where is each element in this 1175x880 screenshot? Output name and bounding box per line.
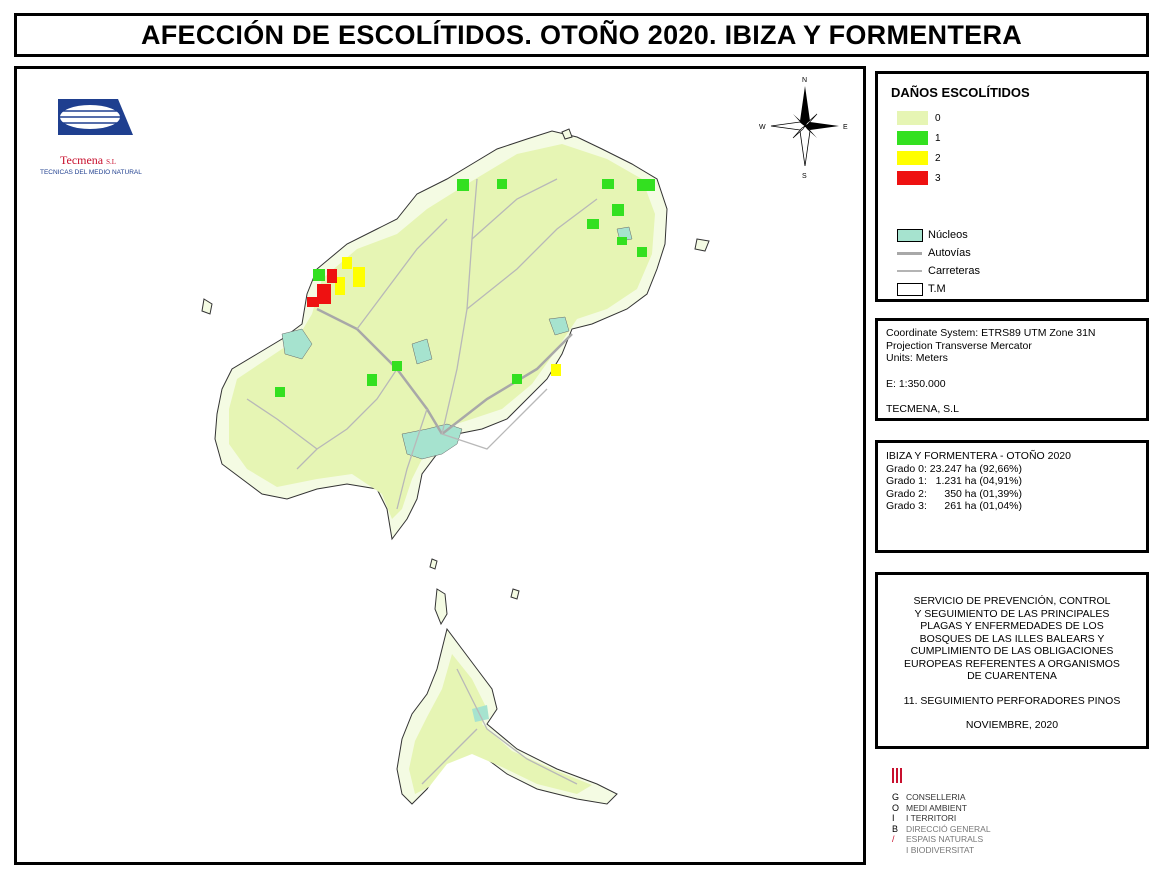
- compass-s: S: [802, 173, 807, 180]
- legend-panel: [875, 71, 1149, 302]
- damage-grado-1: [313, 269, 325, 281]
- service-line: SERVICIO DE PREVENCIÓN, CONTROL: [913, 595, 1111, 607]
- legend-swatch-grado-0: [897, 111, 928, 125]
- legend-swatch-grado-2: [897, 151, 928, 165]
- legend-swatch-grado-1: [897, 131, 928, 145]
- damage-grado-1: [457, 179, 469, 191]
- damage-grado-2: [353, 267, 365, 287]
- damage-grado-1: [512, 374, 522, 384]
- coord-line: Projection Transverse Mercator: [886, 339, 1032, 352]
- legend-label-tm: T.M: [928, 283, 946, 295]
- title-bar: [14, 13, 1149, 57]
- stats-row: Grado 1: 1.231 ha (04,91%): [886, 475, 1023, 487]
- govern-line: I TERRITORI: [906, 813, 957, 823]
- stats-row: Grado 3: 261 ha (01,04%): [886, 500, 1022, 512]
- legend-line-carreteras: [897, 270, 922, 272]
- stats-panel: [875, 440, 1149, 553]
- coord-line: Coordinate System: ETRS89 UTM Zone 31N: [886, 327, 1096, 339]
- damage-grado-1: [612, 204, 624, 216]
- damage-grado-1: [637, 247, 647, 257]
- service-line: EUROPEAS REFERENTES A ORGANISMOS: [904, 657, 1120, 670]
- damage-grado-2: [551, 364, 561, 376]
- legend-label-grado-0: 0: [935, 113, 941, 124]
- compass-rose: [759, 77, 848, 180]
- govern-flag-icon: [892, 768, 902, 783]
- govern-line: I BIODIVERSITAT: [906, 844, 975, 855]
- govern-letter: I: [892, 813, 895, 823]
- govern-line: CONSELLERIA: [906, 792, 966, 802]
- damage-grado-1: [497, 179, 507, 189]
- govern-line: ESPAIS NATURALS: [906, 834, 984, 844]
- legend-label-carreteras: Carreteras: [928, 265, 980, 277]
- legend-label-nucleos: Núcleos: [928, 229, 968, 241]
- tecmena-suffix: S.L: [106, 158, 117, 166]
- stats-title: IBIZA Y FORMENTERA - OTOÑO 2020: [886, 450, 1071, 462]
- damage-grado-2: [342, 257, 352, 269]
- stats-row: Grado 2: 350 ha (01,39%): [886, 487, 1022, 500]
- service-panel: [875, 572, 1149, 749]
- legend-title: DAÑOS ESCOLÍTIDOS: [891, 85, 1030, 100]
- service-line: DE CUARENTENA: [967, 670, 1057, 682]
- map-title: AFECCIÓN DE ESCOLÍTIDOS. OTOÑO 2020. IBIZA Y FORMENTERA: [140, 19, 1023, 50]
- govern-line: MEDI AMBIENT: [906, 802, 967, 813]
- legend-label-autovias: Autovías: [928, 247, 971, 259]
- service-line: CUMPLIMIENTO DE LAS OBLIGACIONES: [910, 645, 1114, 657]
- date-text: NOVIEMBRE, 2020: [965, 719, 1059, 731]
- govern-line: DIRECCIÓ GENERAL: [906, 823, 991, 834]
- map-canvas[interactable]: [17, 69, 863, 862]
- coord-line: Units: Meters: [886, 352, 948, 364]
- tecmena-logo: [38, 97, 168, 183]
- compass-e: E: [843, 124, 848, 131]
- tecmena-name: Tecmena: [60, 153, 104, 167]
- damage-grado-1: [602, 179, 614, 189]
- govern-letter: G: [892, 792, 900, 802]
- damage-grado-1: [275, 387, 285, 397]
- govern-letter: /: [892, 834, 895, 844]
- scale-text: E: 1:350.000: [886, 377, 946, 390]
- legend-swatch-tm: [897, 283, 923, 296]
- legend-label-grado-1: 1: [935, 133, 941, 144]
- damage-grado-1: [617, 237, 627, 245]
- damage-grado-3: [307, 297, 319, 307]
- followup-text: 11. SEGUIMIENTO PERFORADORES PINOS: [903, 694, 1121, 707]
- service-line: BOSQUES DE LAS ILLES BALEARS Y: [919, 632, 1105, 645]
- damage-grado-1: [587, 219, 599, 229]
- govern-logo: [892, 768, 1002, 858]
- stats-row: Grado 0: 23.247 ha (92,66%): [886, 462, 1023, 475]
- damage-grado-3: [327, 269, 337, 283]
- damage-grado-1: [367, 374, 377, 386]
- author-text: TECMENA, S.L: [886, 403, 959, 415]
- damage-grado-1: [637, 179, 655, 191]
- tecmena-mark-icon: [38, 97, 168, 147]
- damage-grado-1: [392, 361, 402, 371]
- legend-swatch-nucleos: [897, 229, 923, 242]
- legend-swatch-grado-3: [897, 171, 928, 185]
- coordinate-panel: [875, 318, 1149, 421]
- legend-label-grado-3: 3: [935, 173, 941, 184]
- govern-letter: B: [892, 823, 899, 834]
- service-line: PLAGAS Y ENFERMEDADES DE LOS: [920, 620, 1104, 632]
- map-frame[interactable]: [14, 66, 866, 865]
- legend-label-grado-2: 2: [935, 153, 941, 164]
- legend-line-autovias: [897, 252, 922, 255]
- compass-n: N: [802, 77, 808, 84]
- damage-grado-3: [317, 284, 331, 304]
- tecmena-subtitle: TECNICAS DEL MEDIO NATURAL: [40, 169, 142, 176]
- service-line: Y SEGUIMIENTO DE LAS PRINCIPALES: [914, 607, 1110, 620]
- compass-w: W: [759, 124, 766, 131]
- govern-letter: O: [892, 802, 900, 813]
